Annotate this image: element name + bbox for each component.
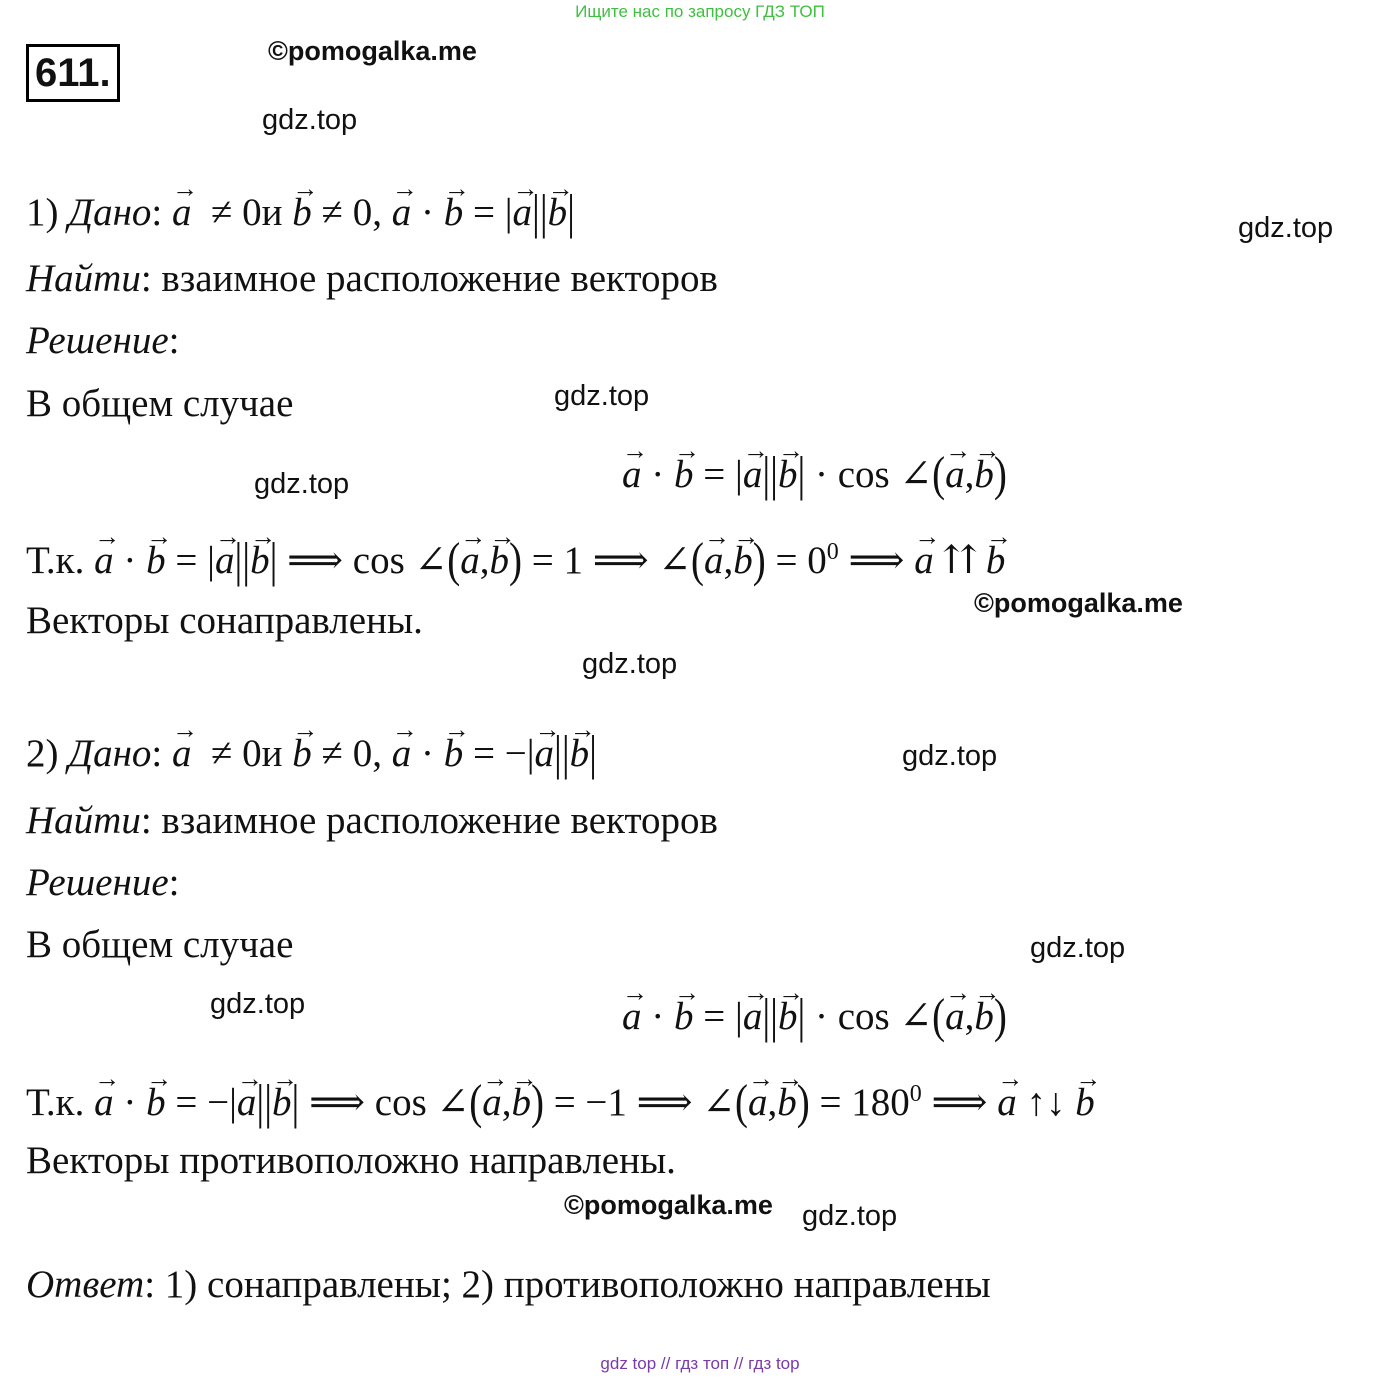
part1-therefore: Т.к. a → · b → = |a →||b →| ⟹ cos ∠(a →,b →) = 1 ⟹ ∠(a →,b →) = $0^0$ ⟹ a → ⇈ b →	[26, 529, 1005, 584]
part1-given: 1) Дано: a → ≠ 0и b → ≠ 0, a → · b → = |a →||b →|	[26, 190, 575, 236]
watermark-gdz: gdz.top	[902, 740, 998, 772]
part1-formula: a → · b → = |a →||b →| · cos ∠(a →,b →)	[622, 452, 1007, 498]
part2-conclusion: Векторы противоположно направлены.	[26, 1139, 676, 1182]
watermark-gdz: gdz.top	[554, 380, 650, 412]
watermark-gdz: gdz.top	[802, 1200, 898, 1232]
watermark-gdz: gdz.top	[1238, 212, 1334, 244]
part2-given: 2) Дано: a → ≠ 0и b → ≠ 0, a → · b → = −|a →||b →|	[26, 731, 597, 777]
watermark-pomogalka: ©pomogalka.me	[564, 1190, 773, 1220]
footer-links[interactable]: gdz top // гдз топ // гдз top	[600, 1354, 800, 1373]
watermark-gdz: gdz.top	[1030, 932, 1126, 964]
watermark-gdz: gdz.top	[210, 988, 306, 1020]
part1-solution-heading: Решение:	[26, 319, 180, 362]
watermark-pomogalka: ©pomogalka.me	[268, 36, 477, 66]
part1-conclusion: Векторы сонаправлены.	[26, 599, 423, 642]
part2-find: Найти: взаимное расположение векторов	[26, 799, 718, 842]
part2-formula: a → · b → = |a →||b →| · cos ∠(a →,b →)	[622, 994, 1007, 1040]
part1-find: Найти: взаимное расположение векторов	[26, 257, 718, 300]
answer: Ответ: 1) сонаправлены; 2) противоположно направлены	[26, 1263, 991, 1306]
watermark-gdz: gdz.top	[582, 648, 678, 680]
top-banner[interactable]: Ищите нас по запросу ГДЗ ТОП	[575, 2, 825, 21]
problem-number: 611.	[26, 44, 120, 102]
part2-therefore: Т.к. a → · b → = −|a →||b →| ⟹ cos ∠(a →,b →) = −1 ⟹ ∠(a →,b →) = $180^0$ ⟹ a → ↑↓ b →	[26, 1071, 1095, 1126]
part2-general-case: В общем случае	[26, 923, 294, 966]
watermark-gdz: gdz.top	[254, 468, 350, 500]
watermark-gdz: gdz.top	[262, 104, 358, 136]
part2-solution-heading: Решение:	[26, 861, 180, 904]
watermark-pomogalka: ©pomogalka.me	[974, 588, 1183, 618]
part1-general-case: В общем случае	[26, 382, 294, 425]
